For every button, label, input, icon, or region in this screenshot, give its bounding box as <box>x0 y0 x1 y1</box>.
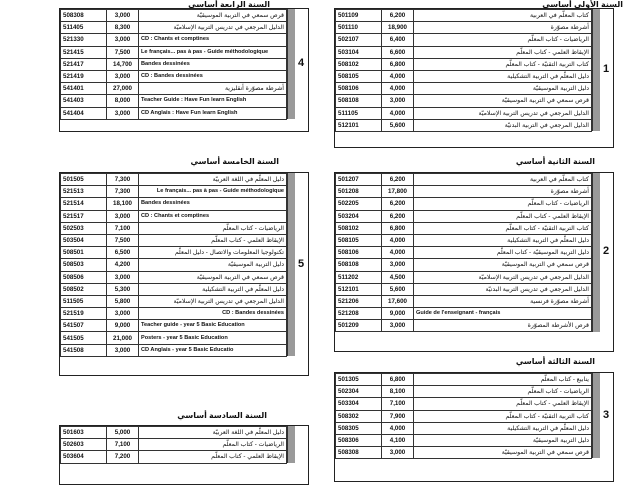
item-code: 521517 <box>61 210 107 222</box>
item-code: 521330 <box>61 34 107 46</box>
item-title: أشرطة مصوّرة <box>414 22 592 34</box>
grade-number: 2 <box>602 245 610 258</box>
item-code: 512101 <box>336 283 382 295</box>
item-title: الرياضيات - كتاب المعلّم <box>139 222 287 234</box>
table-row <box>61 308 287 320</box>
grade-number: 4 <box>297 56 305 69</box>
item-code: 511105 <box>336 107 382 119</box>
item-code: 508501 <box>61 247 107 259</box>
item-title: Le français... pas à pas - Guide méthodologique <box>139 46 287 58</box>
item-price: 5,000 <box>107 427 139 439</box>
item-price: 7,100 <box>382 398 414 410</box>
table-row <box>336 247 592 259</box>
table-row <box>336 174 592 186</box>
table-row <box>336 434 592 446</box>
item-code: 521206 <box>336 295 382 307</box>
grade1-heading: السنة الأولى أساسي <box>542 0 623 9</box>
item-title: Bandes dessinées <box>139 198 287 210</box>
table-row <box>61 439 287 451</box>
item-code: 508106 <box>336 83 382 95</box>
item-code: 508106 <box>336 247 382 259</box>
item-code: 541507 <box>61 320 107 332</box>
item-code: 501505 <box>61 174 107 186</box>
item-code: 541508 <box>61 344 107 356</box>
table-row <box>61 10 287 22</box>
table-row <box>336 398 592 410</box>
item-title: الإيقاظ العلمي - كتاب المعلّم <box>414 46 592 58</box>
table-row <box>336 234 592 246</box>
item-price: 6,200 <box>382 198 414 210</box>
item-code: 508305 <box>336 422 382 434</box>
item-title: Le français... pas à pas - Guide méthodologique <box>139 186 287 198</box>
table-row <box>61 283 287 295</box>
table-row <box>61 70 287 82</box>
table-row <box>336 70 592 82</box>
grade1-rows <box>335 9 592 132</box>
item-price: 7,300 <box>107 174 139 186</box>
item-price: 7,100 <box>107 222 139 234</box>
table-row <box>61 320 287 332</box>
item-title: كتاب المعلّم في العربية <box>414 174 592 186</box>
item-title: CD Anglais - year 5 Basic Educatio <box>139 344 287 356</box>
item-code: 511405 <box>61 22 107 34</box>
item-title: أشرطة مصوّرة فرنسية <box>414 295 592 307</box>
item-code: 508108 <box>336 259 382 271</box>
item-title: قرص سمعي في التربية الموسيقيّة <box>139 10 287 22</box>
grade6-table <box>59 425 309 485</box>
item-title: ينابيع - كتاب المعلّم <box>414 374 592 386</box>
item-price: 5,600 <box>382 283 414 295</box>
item-title: Posters - year 5 Basic Education <box>139 332 287 344</box>
item-price: 14,700 <box>107 58 139 70</box>
grade-number: 5 <box>297 257 305 270</box>
table-row <box>61 247 287 259</box>
item-title: كتاب التربية التقنيّة - كتاب المعلّم <box>414 58 592 70</box>
grade5-heading: السنة الخامسة أساسي <box>190 157 279 166</box>
item-title: قرص سمعي في التربية الموسيقيّة <box>414 95 592 107</box>
item-code: 521519 <box>61 308 107 320</box>
item-title: دليل المعلّم في اللغة العربيّة <box>139 174 287 186</box>
item-price: 3,000 <box>107 210 139 222</box>
item-code: 503204 <box>336 210 382 222</box>
item-price: 7,500 <box>107 46 139 58</box>
item-price: 4,500 <box>382 271 414 283</box>
grade3-rows <box>335 373 592 459</box>
grade3-heading: السنة الثالثة أساسي <box>515 357 595 366</box>
table-row <box>61 427 287 439</box>
item-price: 6,500 <box>107 247 139 259</box>
item-price: 3,000 <box>107 34 139 46</box>
item-title: الرياضيات - كتاب المعلّم <box>414 198 592 210</box>
item-price: 7,900 <box>382 410 414 422</box>
item-code: 521417 <box>61 58 107 70</box>
item-price: 3,000 <box>382 95 414 107</box>
item-title: الإيقاظ العلمي - كتاب المعلّم <box>414 210 592 222</box>
grade-number: 1 <box>602 63 610 75</box>
item-price: 6,200 <box>382 210 414 222</box>
item-price: 5,800 <box>107 295 139 307</box>
item-title: كتاب المعلّم في العربية <box>414 10 592 22</box>
item-code: 521419 <box>61 70 107 82</box>
item-title: الدليل المرجعي في تدريس التربية الإسلاميّة <box>139 22 287 34</box>
item-code: 508105 <box>336 70 382 82</box>
item-title: قرص سمعي في التربية الموسيقيّة <box>414 259 592 271</box>
table-row <box>336 198 592 210</box>
item-code: 503504 <box>61 234 107 246</box>
table-row <box>336 422 592 434</box>
table-row <box>61 83 287 95</box>
item-price: 3,000 <box>107 271 139 283</box>
item-title: أشرطة مصوّرة أنقليزية <box>139 83 287 95</box>
item-price: 3,000 <box>382 447 414 459</box>
grade1-table <box>334 8 614 148</box>
item-price: 3,000 <box>107 308 139 320</box>
item-code: 508308 <box>61 10 107 22</box>
table-row <box>336 295 592 307</box>
item-title: قرص سمعي في التربية الموسيقيّة <box>139 271 287 283</box>
grade-number: 3 <box>602 408 610 421</box>
table-row <box>61 198 287 210</box>
item-price: 6,800 <box>382 222 414 234</box>
item-code: 508102 <box>336 58 382 70</box>
item-code: 541401 <box>61 83 107 95</box>
item-title: الدليل المرجعي في تدريس التربية الإسلاميّة <box>414 107 592 119</box>
item-code: 501208 <box>336 186 382 198</box>
table-row <box>336 46 592 58</box>
table-row <box>61 95 287 107</box>
item-code: 512101 <box>336 119 382 131</box>
item-price: 6,600 <box>382 46 414 58</box>
item-code: 501109 <box>336 10 382 22</box>
item-title: CD : Bandes dessinées <box>139 308 287 320</box>
item-title: الرياضيات - كتاب المعلّم <box>139 439 287 451</box>
item-price: 5,300 <box>107 283 139 295</box>
item-title: الدليل المرجعي في التربية البدنيّة <box>414 119 592 131</box>
item-code: 502503 <box>61 222 107 234</box>
item-title: تكنولوجيا المعلومات والاتصال - دليل المعلّم <box>139 247 287 259</box>
item-price: 7,300 <box>107 186 139 198</box>
item-price: 3,000 <box>382 320 414 332</box>
table-row <box>61 295 287 307</box>
table-row <box>61 22 287 34</box>
grade4-table <box>59 8 309 132</box>
table-row <box>336 222 592 234</box>
table-row <box>61 107 287 119</box>
item-price: 4,000 <box>382 107 414 119</box>
grade4-heading: السنة الرابعة أساسي <box>188 0 270 9</box>
item-code: 511505 <box>61 295 107 307</box>
item-price: 4,200 <box>107 259 139 271</box>
table-row <box>336 410 592 422</box>
item-price: 3,000 <box>107 344 139 356</box>
item-code: 503104 <box>336 46 382 58</box>
item-price: 8,100 <box>382 386 414 398</box>
item-price: 4,000 <box>382 422 414 434</box>
item-title: دليل التربية الموسيقيّة - كتاب المعلّم <box>414 247 592 259</box>
item-code: 508502 <box>61 283 107 295</box>
item-code: 521513 <box>61 186 107 198</box>
item-code: 541404 <box>61 107 107 119</box>
item-title: الرياضيات - كتاب المعلّم <box>414 386 592 398</box>
item-price: 7,200 <box>107 451 139 463</box>
item-price: 6,200 <box>382 10 414 22</box>
item-code: 503304 <box>336 398 382 410</box>
item-code: 501305 <box>336 374 382 386</box>
item-title: دليل المعلّم في التربية التشكيلية <box>414 70 592 82</box>
item-title: الدليل المرجعي في تدريس التربية الإسلاميّة <box>414 271 592 283</box>
item-title: قرص الأشرطة المصوّرة <box>414 320 592 332</box>
item-code: 508302 <box>336 410 382 422</box>
item-title: الإيقاظ العلمي - كتاب المعلّم <box>414 398 592 410</box>
table-row <box>61 271 287 283</box>
item-code: 501110 <box>336 22 382 34</box>
item-price: 4,100 <box>382 434 414 446</box>
table-row <box>61 186 287 198</box>
item-title: الدليل المرجعي في تدريس التربية البدنيّة <box>414 283 592 295</box>
item-code: 502205 <box>336 198 382 210</box>
grade-bar <box>287 426 295 463</box>
item-title: دليل المعلّم في التربية التشكيلية <box>414 234 592 246</box>
table-row <box>336 22 592 34</box>
item-title: CD Anglais : Have Fun learn English <box>139 107 287 119</box>
item-price: 4,000 <box>382 234 414 246</box>
item-code: 503604 <box>61 451 107 463</box>
item-price: 4,000 <box>382 247 414 259</box>
item-price: 4,000 <box>382 83 414 95</box>
item-code: 508506 <box>61 271 107 283</box>
table-row <box>336 308 592 320</box>
item-price: 8,300 <box>107 22 139 34</box>
grade5-table <box>59 172 309 376</box>
item-code: 541505 <box>61 332 107 344</box>
item-price: 7,100 <box>107 439 139 451</box>
item-code: 508308 <box>336 447 382 459</box>
item-title: الإيقاظ العلمي - كتاب المعلّم <box>139 234 287 246</box>
item-price: 6,800 <box>382 58 414 70</box>
item-title: كتاب التربية التقنيّة - كتاب المعلّم <box>414 222 592 234</box>
item-title: Teacher guide - year 5 Basic Education <box>139 320 287 332</box>
item-title: الرياضيات - كتاب المعلّم <box>414 34 592 46</box>
item-title: دليل المعلّم في اللغة العربيّة <box>139 427 287 439</box>
item-title: دليل التربية الموسيقيّة <box>414 434 592 446</box>
grade6-rows <box>60 426 287 464</box>
item-price: 9,000 <box>107 320 139 332</box>
grade2-rows <box>335 173 592 332</box>
item-code: 508503 <box>61 259 107 271</box>
grade3-table <box>334 372 614 482</box>
table-row <box>61 174 287 186</box>
table-row <box>336 271 592 283</box>
table-row <box>61 34 287 46</box>
item-price: 3,000 <box>107 70 139 82</box>
item-code: 501207 <box>336 174 382 186</box>
item-code: 508306 <box>336 434 382 446</box>
table-row <box>336 107 592 119</box>
item-title: الدليل المرجعي في تدريس التربية الإسلاميّة <box>139 295 287 307</box>
item-title: دليل المعلّم في التربية التشكيلية <box>139 283 287 295</box>
item-code: 501209 <box>336 320 382 332</box>
item-code: 501603 <box>61 427 107 439</box>
item-title: كتاب التربية التقنيّة - كتاب المعلّم <box>414 410 592 422</box>
table-row <box>336 58 592 70</box>
table-row <box>336 95 592 107</box>
item-price: 18,900 <box>382 22 414 34</box>
item-code: 508108 <box>336 95 382 107</box>
item-price: 17,800 <box>382 186 414 198</box>
item-price: 3,000 <box>382 259 414 271</box>
item-title: قرص سمعي في التربية الموسيقيّة <box>414 447 592 459</box>
table-row <box>61 332 287 344</box>
item-code: 502107 <box>336 34 382 46</box>
table-row <box>336 83 592 95</box>
item-code: 541403 <box>61 95 107 107</box>
item-title: Guide de l'enseignant - français <box>414 308 592 320</box>
item-title: Teacher Guide : Have Fun learn English <box>139 95 287 107</box>
item-title: أشرطة مصوّرة <box>414 186 592 198</box>
item-code: 508102 <box>336 222 382 234</box>
item-price: 5,600 <box>382 119 414 131</box>
table-row <box>61 344 287 356</box>
grade5-rows <box>60 173 287 357</box>
item-code: 508105 <box>336 234 382 246</box>
table-row <box>336 447 592 459</box>
table-row <box>61 210 287 222</box>
item-title: الإيقاظ العلمي - كتاب المعلّم <box>139 451 287 463</box>
item-price: 27,000 <box>107 83 139 95</box>
item-price: 18,100 <box>107 198 139 210</box>
item-title: Bandes dessinées <box>139 58 287 70</box>
item-code: 521415 <box>61 46 107 58</box>
table-row <box>61 451 287 463</box>
item-code: 502304 <box>336 386 382 398</box>
item-title: CD : Chants et comptines <box>139 210 287 222</box>
table-row <box>61 259 287 271</box>
table-row <box>336 283 592 295</box>
table-row <box>336 186 592 198</box>
item-code: 502603 <box>61 439 107 451</box>
item-price: 9,000 <box>382 308 414 320</box>
table-row <box>61 222 287 234</box>
table-row <box>336 320 592 332</box>
item-price: 3,000 <box>107 10 139 22</box>
table-row <box>336 10 592 22</box>
table-row <box>61 234 287 246</box>
item-code: 511202 <box>336 271 382 283</box>
item-price: 6,800 <box>382 374 414 386</box>
grade4-rows <box>60 9 287 120</box>
item-price: 6,400 <box>382 34 414 46</box>
item-code: 521208 <box>336 308 382 320</box>
item-price: 3,000 <box>107 107 139 119</box>
item-price: 17,600 <box>382 295 414 307</box>
table-row <box>336 374 592 386</box>
grade2-heading: السنة الثانية أساسي <box>515 157 595 166</box>
table-row <box>336 119 592 131</box>
item-price: 6,200 <box>382 174 414 186</box>
item-title: دليل التربية الموسيقيّة <box>139 259 287 271</box>
item-price: 4,000 <box>382 70 414 82</box>
item-title: CD : Bandes dessinées <box>139 70 287 82</box>
table-row <box>336 386 592 398</box>
item-title: دليل التربية الموسيقيّة <box>414 83 592 95</box>
table-row <box>61 46 287 58</box>
item-price: 21,000 <box>107 332 139 344</box>
item-price: 7,500 <box>107 234 139 246</box>
item-code: 521514 <box>61 198 107 210</box>
item-price: 8,000 <box>107 95 139 107</box>
item-title: CD : Chants et comptines <box>139 34 287 46</box>
item-title: دليل المعلّم في التربية التشكيلية <box>414 422 592 434</box>
table-row <box>61 58 287 70</box>
table-row <box>336 34 592 46</box>
grade6-heading: السنة السادسة أساسي <box>177 411 267 420</box>
table-row <box>336 210 592 222</box>
grade2-table <box>334 172 614 352</box>
table-row <box>336 259 592 271</box>
